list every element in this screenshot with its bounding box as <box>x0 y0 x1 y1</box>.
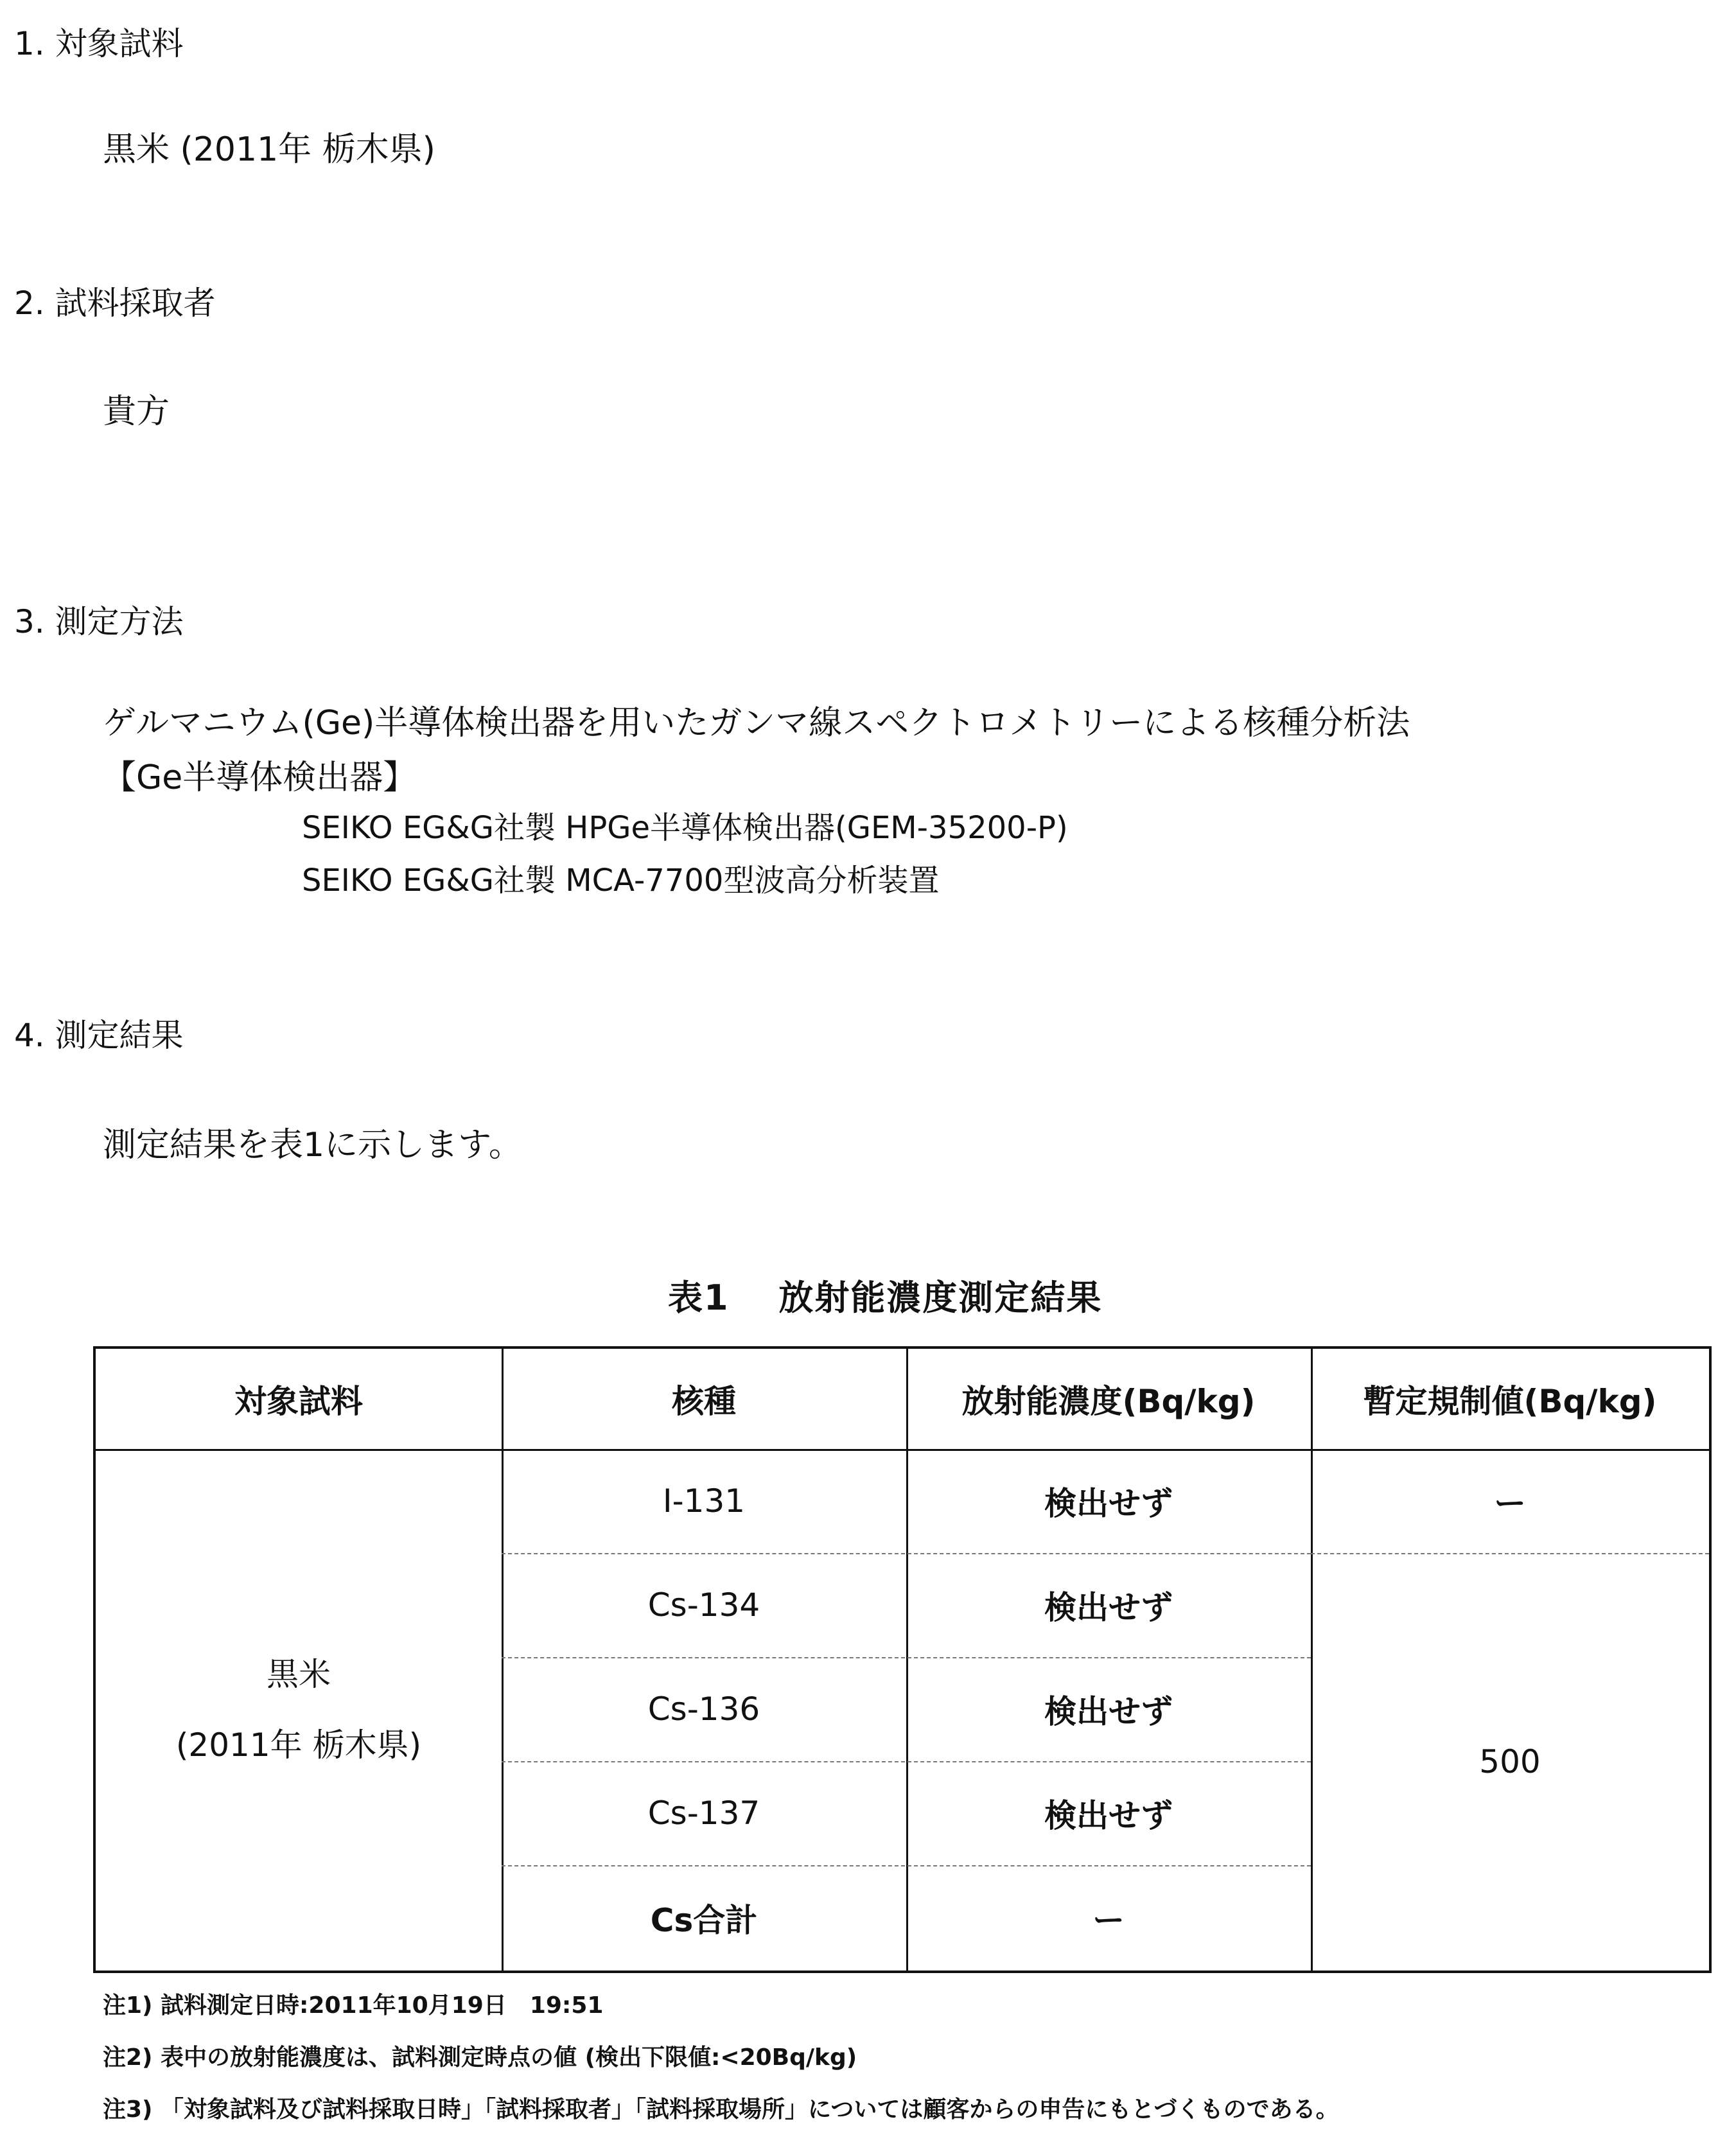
concentration-cell: 検出せず <box>1044 1589 1173 1626</box>
note-2: 注2) 表中の放射能濃度は、試料測定時点の値 (検出下限値:<20Bq/kg) <box>103 2044 857 2071</box>
device-line-2: SEIKO EG&G社製 MCA-7700型波高分析装置 <box>302 863 940 899</box>
header-concentration: 放射能濃度(Bq/kg) <box>961 1383 1256 1420</box>
nuclide-cell: Cs-137 <box>647 1795 760 1832</box>
section-3-heading: 3. 測定方法 <box>14 603 184 640</box>
concentration-cell: 検出せず <box>1044 1693 1173 1730</box>
sample-name: 黒米 <box>267 1656 331 1693</box>
nuclide-cell: Cs-134 <box>647 1586 760 1624</box>
nuclide-cell: Cs-136 <box>647 1690 760 1728</box>
sample-cell <box>96 1449 502 1971</box>
header-sample: 対象試料 <box>234 1383 363 1420</box>
table-title: 表1 放射能濃度測定結果 <box>668 1277 1103 1318</box>
nuclide-cell-total: Cs合計 <box>650 1902 758 1939</box>
section-3-body: ゲルマニウム(Ge)半導体検出器を用いたガンマ線スペクトロメトリーによる核種分析法 <box>103 704 1410 742</box>
concentration-cell: 検出せず <box>1044 1797 1173 1834</box>
section-3-subheading: 【Ge半導体検出器】 <box>103 759 417 797</box>
limit-cell-cesium: 500 <box>1479 1743 1541 1780</box>
section-1-body: 黒米 (2011年 栃木県) <box>103 130 435 169</box>
nuclide-cell: I-131 <box>662 1482 746 1520</box>
section-2-body: 貴方 <box>103 392 170 431</box>
section-1-heading: 1. 対象試料 <box>14 25 184 62</box>
header-nuclide: 核種 <box>672 1383 736 1420</box>
device-line-1: SEIKO EG&G社製 HPGe半導体検出器(GEM-35200-P) <box>302 810 1068 846</box>
header-limit: 暫定規制値(Bq/kg) <box>1363 1383 1657 1420</box>
results-table <box>93 1346 1712 1973</box>
note-1: 注1) 試料測定日時:2011年10月19日 19:51 <box>103 1992 604 2019</box>
section-2-heading: 2. 試料採取者 <box>14 285 216 322</box>
note-3: 注3) 「対象試料及び試料採取日時」「試料採取者」「試料採取場所」については顧客からの申告にもとづくものである。 <box>103 2096 1339 2123</box>
sample-origin: (2011年 栃木県) <box>175 1726 422 1764</box>
concentration-cell-total: ー <box>1092 1902 1125 1939</box>
concentration-cell: 検出せず <box>1044 1485 1173 1522</box>
limit-cell-i131: ー <box>1494 1485 1526 1522</box>
section-4-heading: 4. 測定結果 <box>14 1017 184 1054</box>
section-4-body: 測定結果を表1に示します。 <box>103 1126 522 1164</box>
